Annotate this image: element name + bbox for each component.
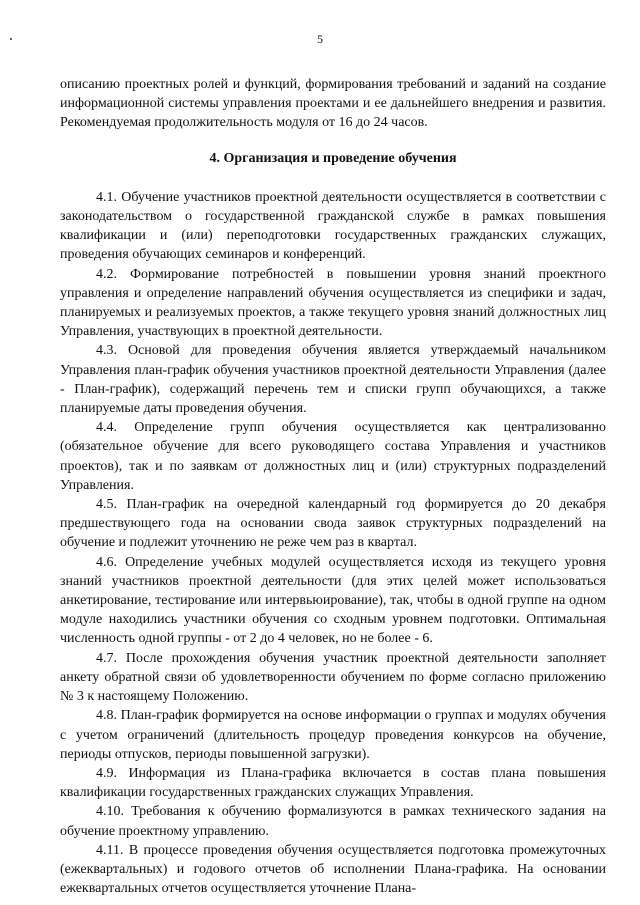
paragraph-4-9: 4.9. Информация из Плана-графика включается в состав плана повышения квалификации государственных гражданских служащих Управления. xyxy=(60,765,606,801)
intro-paragraph: описанию проектных ролей и функций, формирования требований и заданий на создание информационной системы управления проектами и ее дальнейшего внедрения и развития. Рекомендуемая продолжительность модуля от 16 до 24 часов. xyxy=(60,77,606,131)
paragraph-4-3: 4.3. Основой для проведения обучения является утверждаемый начальником Управления план-график обучения участников проектной деятельности Управления (далее - План-график), содержащий перечень тем и списки групп обучающихся, а также планируемые даты проведения обучения. xyxy=(60,343,606,417)
paragraph-4-7: 4.7. После прохождения обучения участник проектной деятельности заполняет анкету обратной связи об удовлетворенности обучением по форме согласно приложению № 3 к настоящему Положению. xyxy=(60,650,606,705)
paragraph-4-5: 4.5. План-график на очередной календарный год формируется до 20 декабря предшествующего года на основании свода заявок структурных подразделений на обучение и подлежит уточнению не реже чем раз в квартал. xyxy=(60,497,606,551)
paragraph-4-10: 4.10. Требования к обучению формализуются в рамках технического задания на обучение проектному управлению. xyxy=(60,804,606,839)
paragraph-4-2: 4.2. Формирование потребностей в повышении уровня знаний проектного управления и определение направлений обучения осуществляется из специфики и задач, планируемых и реализуемых проектов, а также текущего уровня знаний должностных лиц Управления, участвующих в проектной деятельности. xyxy=(60,266,606,340)
paragraph-4-6: 4.6. Определение учебных модулей осуществляется исходя из текущего уровня знаний участников проектной деятельности (для этих целей может использоваться анкетирование, тестирование или интервьюирование), так, чтобы в одной группе на одном модуле находились участники обучения со сходным уровнем подготовки. Оптимальная численность одной группы - от 2 до 4 человек, но не более - 6. xyxy=(60,554,606,647)
body-text xyxy=(60,75,606,898)
section-heading: 4. Организация и проведение обучения xyxy=(209,150,457,166)
paragraph-4-8: 4.8. План-график формируется на основе информации о группах и модулях обучения с учетом ограничений (длительность процедур проведения конкурсов на обучение, периоды отпусков, периоды повышенной загрузки). xyxy=(60,708,606,762)
paragraph-4-11: 4.11. В процессе проведения обучения осуществляется подготовка промежуточных (ежеквартальных) и годового отчетов об исполнении Плана-графика. На основании ежеквартальных отчетов осуществляется уточнение Плана- xyxy=(60,842,606,897)
paragraph-4-1: 4.1. Обучение участников проектной деятельности осуществляется в соответствии с законодательством о государственной гражданской службе в рамках повышения квалификации и (или) переподготовки государственных гражданских служащих, проведения обучающих семинаров и конференций. xyxy=(60,189,606,263)
paragraph-4-4: 4.4. Определение групп обучения осуществляется как централизованно (обязательное обучение для всего руководящего состава Управления и участников проектов), так и по заявкам от должностных лиц и (или) структурных подразделений Управления. xyxy=(60,420,606,493)
page-number: 5 xyxy=(317,32,323,46)
